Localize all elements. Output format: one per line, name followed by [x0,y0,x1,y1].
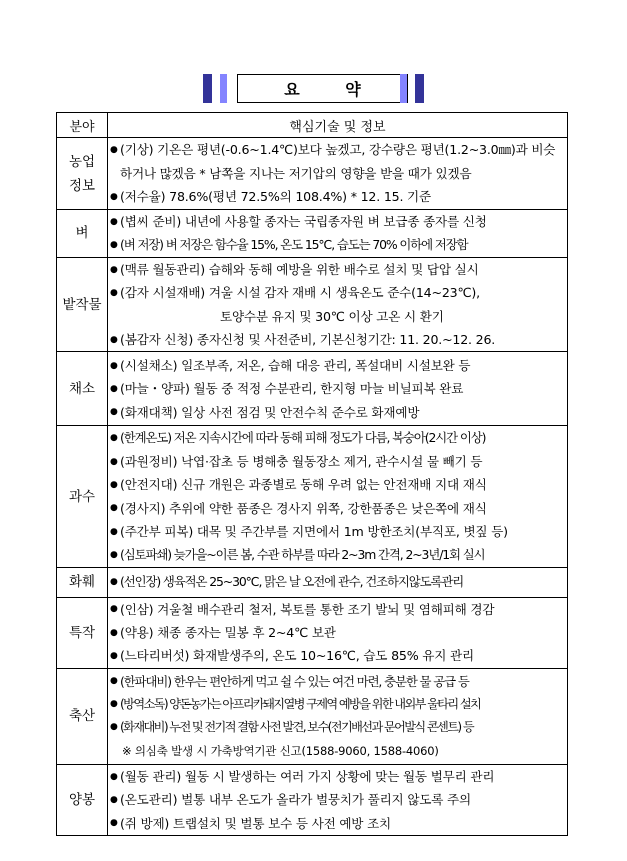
list-item: (인삼) 겨울철 배수관리 철저, 복토를 통한 조기 발뇌 및 염해피해 경감 [120,601,495,617]
bullet-icon: ● [110,287,118,298]
list-item: (느타리버섯) 화재발생주의, 온도 10~16℃, 습도 85% 유지 관리 [120,648,474,664]
bullet-icon: ● [110,795,118,806]
row-category: 채소 [57,352,108,426]
row-content [108,257,568,352]
list-item: (저수율) 78.6%(평년 72.5%의 108.4%) * 12. 15. 기준 [120,189,431,205]
list-item: (시설채소) 일조부족, 저온, 습해 대응 관리, 폭설대비 시설보완 등 [120,357,471,373]
row-content [108,210,568,258]
list-item: (월동 관리) 월동 시 발생하는 여러 가지 상황에 맞는 월동 벌무리 관리 [120,768,495,784]
bullet-icon: ● [110,216,118,227]
summary-table [56,112,568,836]
bullet-icon: ● [110,722,117,733]
row-category: 벼 [57,210,108,258]
bullet-icon: ● [110,407,118,418]
list-item: (화재대비) 누전 및 전기적 결함 사전 발견, 보수(전기배선과 문어발식 콘센트) 등 [120,720,474,735]
bullet-icon: ● [110,360,118,371]
list-item: (심토파쇄) 늦가을~이른 봄, 수관 하부를 따라 2~3m 간격, 2~3년/1회 실시 [120,547,485,563]
bullet-icon: ● [110,771,118,782]
list-item: (주간부 피복) 대목 및 주간부를 지면에서 1m 방한조치(부직포, 볏짚 등) [120,523,508,539]
bullet-icon: ● [110,191,118,202]
table-header-row [57,113,568,138]
list-item: (한파대비) 한우는 편안하게 먹고 쉴 수 있는 여건 마련, 충분한 물 공급 등 [120,673,469,689]
row-content [108,668,568,764]
row-category: 양봉 [57,764,108,835]
list-item: (방역소독) 양돈농가는 아프리카돼지열병 구제역 예방을 위한 내외부 울타리 설치 [120,697,481,712]
table-row-field-crops [57,257,568,352]
table-row-livestock [57,668,568,764]
summary-title-banner [0,74,627,105]
bullet-icon: ● [110,550,117,561]
list-item: (쥐 방제) 트랩설치 및 벌통 보수 등 사전 예방 조치 [120,815,392,831]
table-row-rice [57,210,568,258]
list-item: (봄감자 신청) 종자신청 및 사전준비, 기본신청기간: 11. 20.~12. 26. [120,331,496,347]
list-item: (안전지대) 신규 개원은 과종별로 동해 우려 없는 안전재배 지대 재식 [120,477,487,493]
row-category [57,138,108,210]
table-row-flowers [57,567,568,597]
list-item: (선인장) 생육적온 25~30℃, 맑은 날 오전에 관수, 건조하지않도록관리 [120,574,464,590]
row-content [108,352,568,426]
row-content [108,426,568,567]
row-category: 과수 [57,426,108,567]
list-item: (기상) 기온은 평년(-0.6~1.4℃)보다 높겠고, 강수량은 평년(1.2~3.0㎜)과 비슷 [120,142,556,158]
table-row-fruit-trees [57,426,568,567]
list-item: (한계온도) 저온 지속시간에 따라 동해 피해 정도가 다름, 복숭아(2시간 이상) [120,430,486,446]
list-item: (맥류 월동관리) 습해와 동해 예방을 위한 배수로 설치 및 답압 실시 [120,261,479,277]
list-item: (약용) 채종 종자는 밀봉 후 2~4℃ 보관 [120,625,336,641]
bullet-icon: ● [110,433,117,444]
header-category: 분야 [57,113,108,138]
row-category: 특작 [57,597,108,668]
table-row-beekeeping [57,764,568,835]
row-category: 밭작물 [57,257,108,352]
row-category: 화훼 [57,567,108,597]
title-bar-light-left [220,74,227,103]
table-row-vegetables [57,352,568,426]
page-title: 요 약 [237,74,408,103]
title-bar-light-right [400,74,407,103]
list-item: (마늘・양파) 월동 중 적정 수분관리, 한지형 마늘 비닐피복 완료 [120,381,464,397]
list-item: (감자 시설재배) 겨울 시설 감자 재배 시 생육온도 준수(14~23℃), [120,285,480,301]
list-item-continuation: 하거나 많겠음 * 남쪽을 지나는 저기압의 영향을 받을 때가 있겠음 [120,165,472,181]
list-item: (경사지) 추위에 약한 품종은 경사지 위쪽, 강한품종은 낮은쪽에 재식 [120,500,487,516]
list-item: (화재대책) 일상 사전 점검 및 안전수칙 준수로 화재예방 [120,404,420,420]
category-line: 농업 [68,153,96,170]
row-content [108,764,568,835]
list-item: (볍씨 준비) 내년에 사용할 종자는 국립종자원 벼 보급종 종자를 신청 [120,214,487,229]
report-note: ※ 의심축 발생 시 가축방역기관 신고(1588-9060, 1588-4060) [122,743,439,758]
bullet-icon: ● [110,526,118,537]
row-content [108,567,568,597]
bullet-icon: ● [110,604,118,615]
bullet-icon: ● [110,676,117,687]
bullet-icon: ● [110,577,117,588]
title-bar-dark-left [203,74,212,103]
bullet-icon: ● [110,698,117,709]
bullet-icon: ● [110,240,117,251]
bullet-icon: ● [110,503,118,514]
title-bar-dark-right [415,74,424,103]
table-row-agri-info [57,138,568,210]
list-item: (온도관리) 벌통 내부 온도가 올라가 벌뭉치가 풀리지 않도록 주의 [120,792,471,808]
category-line: 정보 [68,177,96,194]
bullet-icon: ● [110,479,118,490]
bullet-icon: ● [110,264,118,275]
bullet-icon: ● [110,334,118,345]
list-item: (과원정비) 낙엽·잡초 등 병해충 월동장소 제거, 관수시설 물 빼기 등 [120,453,483,469]
list-item: (벼 저장) 벼 저장은 함수율 15%, 온도 15℃, 습도는 70% 이하에 저장함 [120,237,468,253]
row-category: 축산 [57,668,108,764]
bullet-icon: ● [110,456,118,467]
bullet-icon: ● [110,818,118,829]
table-row-special-crops [57,597,568,668]
row-content [108,597,568,668]
row-content [108,138,568,210]
list-item-continuation: 토양수분 유지 및 30℃ 이상 고온 시 환기 [220,308,444,324]
bullet-icon: ● [110,383,118,394]
bullet-icon: ● [110,651,118,662]
header-content: 핵심기술 및 정보 [108,113,568,138]
bullet-icon: ● [110,145,118,156]
bullet-icon: ● [110,627,118,638]
